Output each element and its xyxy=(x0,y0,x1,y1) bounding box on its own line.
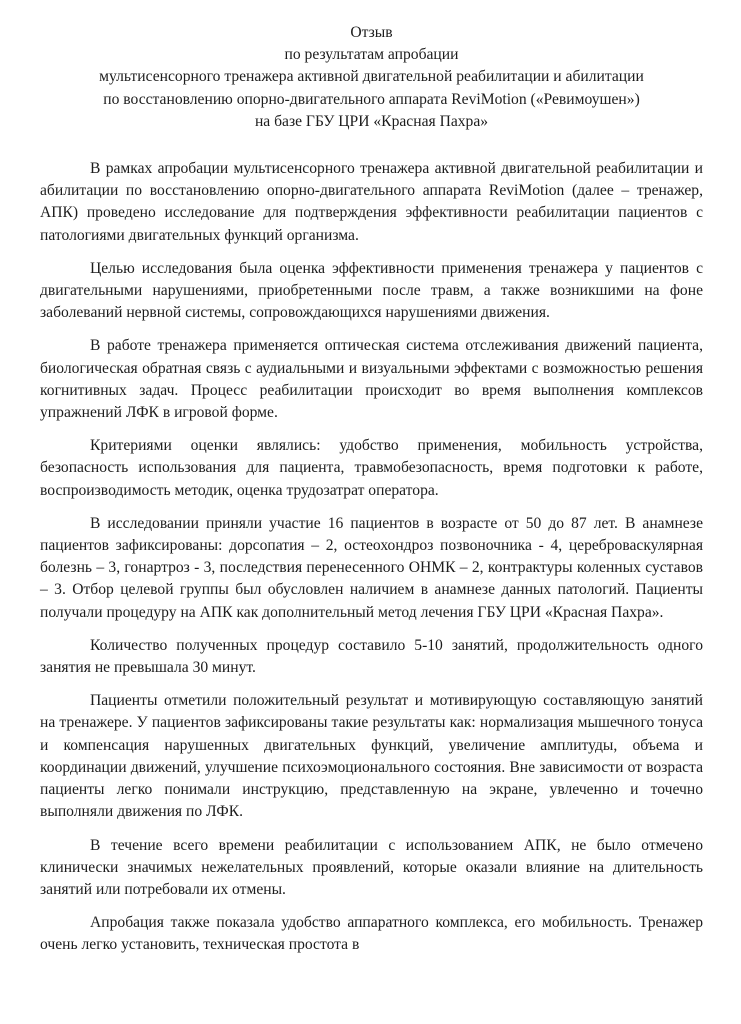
document-title xyxy=(40,22,703,133)
paragraph-method: В работе тренажера применяется оптическая система отслеживания движений пациента, биологическая обратная связь с аудиальными и визуальными эффектами с возможностью решения когнитивных задач. Процесс реабилитации происходит во время выполнения комплексов упражнений ЛФК в игровой форме. xyxy=(40,337,703,422)
paragraph-goal: Целью исследования была оценка эффективности применения тренажера у пациентов с двигательными нарушениями, приобретенными после травм, а также возникшими на фоне заболеваний нервной системы, сопровождающихся нарушениями движения. xyxy=(40,259,703,322)
paragraph-procedures: Количество полученных процедур составило 5-10 занятий, продолжительность одного занятия не превышала 30 минут. xyxy=(40,636,703,677)
title-subheading-4: на базе ГБУ ЦРИ «Красная Пахра» xyxy=(254,112,489,130)
paragraph-participants: В исследовании приняли участие 16 пациентов в возрасте от 50 до 87 лет. В анамнезе пациентов зафиксированы: дорсопатия – 2, остеохондроз позвоночника - 4, цереброваскулярная болезнь – 3, гонартроз - 3, последствия перенесенного ОНМК – 2, контрактуры коленных суставов – 3. Отбор целевой группы был обусловлен наличием в анамнезе данных патологий. Пациенты получали процедуру на АПК как дополнительный метод лечения ГБУ ЦРИ «Красная Пахра». xyxy=(40,514,703,621)
paragraph-criteria: Критериями оценки являлись: удобство применения, мобильность устройства, безопасность использования для пациента, травмобезопасность, время подготовки к работе, воспроизводимость методик, оценка трудозатрат оператора. xyxy=(40,437,703,499)
title-subheading-2: мультисенсорного тренажера активной двигательной реабилитации и абилитации xyxy=(99,68,644,86)
paragraph-usability: Апробация также показала удобство аппаратного комплекса, его мобильность. Тренажер очень легко установить, техническая простота в xyxy=(40,914,703,954)
title-subheading-3: по восстановлению опорно-двигательного аппарата ReviMotion («Ревимоушен») xyxy=(103,90,640,108)
title-subheading-1: по результатам апробации xyxy=(284,46,459,64)
paragraph-results: Пациенты отметили положительный результат и мотивирующую составляющую занятий на тренажере. У пациентов зафиксированы такие результаты как: нормализация мышечного тонуса и компенсация нарушенных двигательных функций, увеличение амплитуды, объема и координации движений, улучшение психоэмоционального состояния. Вне зависимости от возраста пациенты легко понимали инструкцию, представленную на экране, увлеченно и точечно выполняли движения по ЛФК. xyxy=(40,692,703,821)
paragraph-intro: В рамках апробации мультисенсорного тренажера активной двигательной реабилитации и абилитации по восстановлению опорно-двигательного аппарата ReviMotion (далее – тренажер, АПК) проведено исследование для подтверждения эффективности реабилитации пациентов с патологиями двигательных функций организма. xyxy=(40,160,703,244)
title-heading: Отзыв xyxy=(350,24,393,41)
paragraph-safety: В течение всего времени реабилитации с использованием АПК, не было отмечено клинически значимых нежелательных проявлений, которые оказали влияние на длительность занятий или потребовали их отмены. xyxy=(40,836,703,898)
